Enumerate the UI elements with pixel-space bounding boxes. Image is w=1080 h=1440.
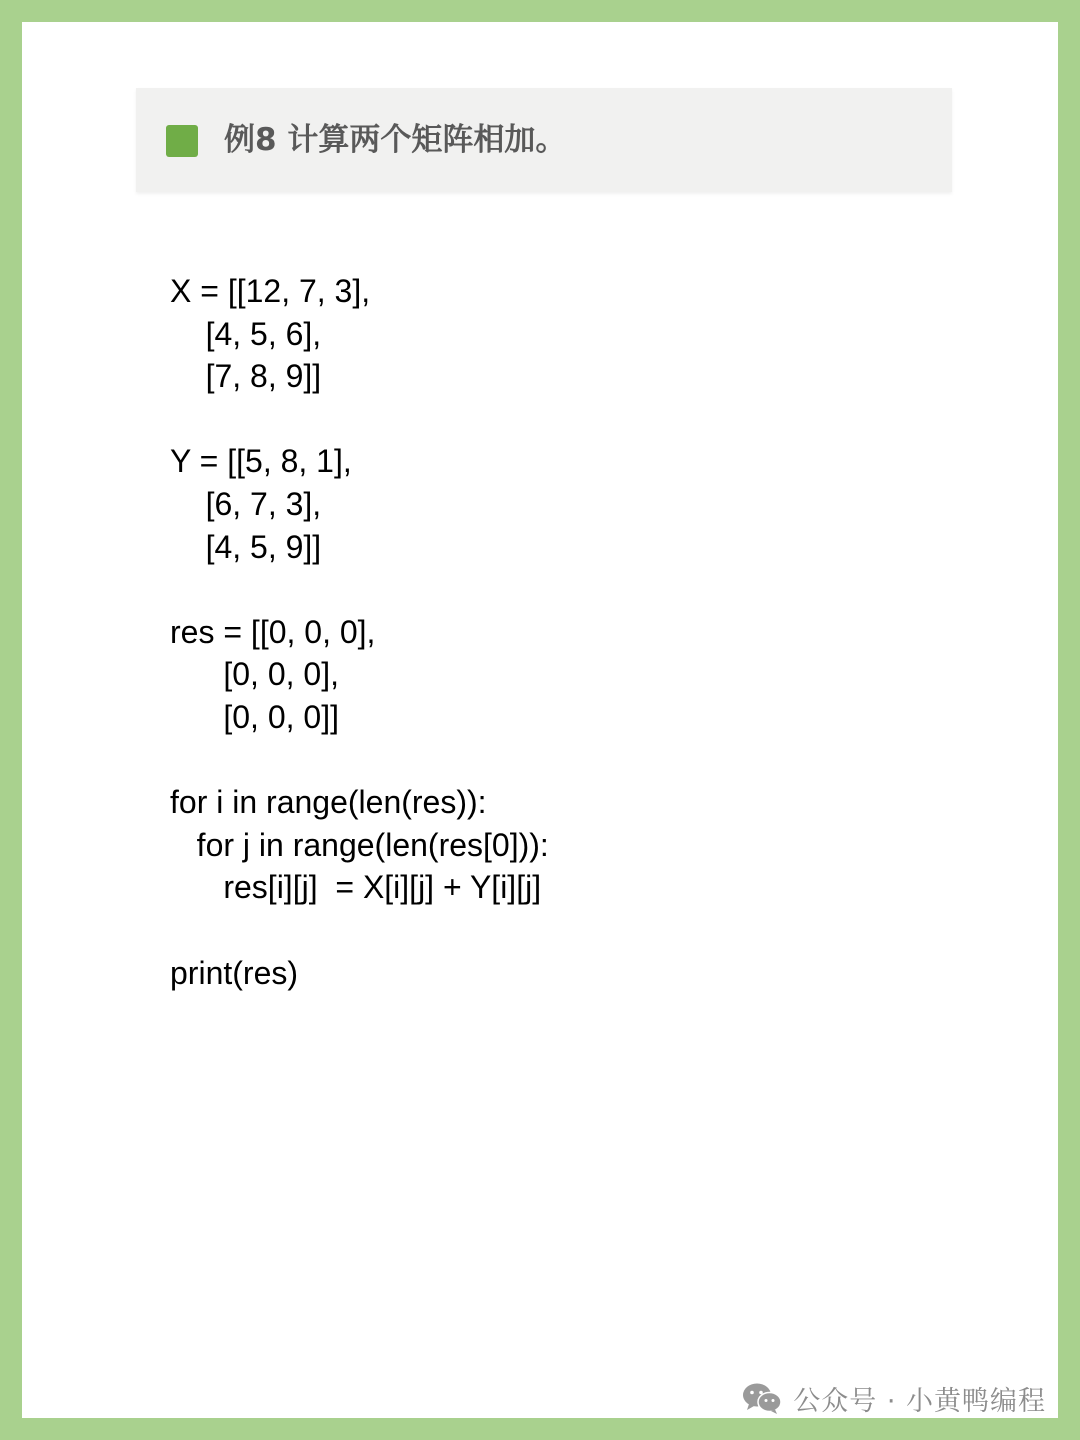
code-line: [4, 5, 6], — [170, 315, 322, 352]
code-line: [6, 7, 3], — [170, 485, 322, 522]
example-title: 例8 计算两个矩阵相加。 — [224, 122, 567, 158]
code-line — [170, 739, 930, 782]
code-line: X = [[12, 7, 3], — [170, 273, 371, 309]
code-line: Y = [[5, 8, 1], — [170, 443, 352, 480]
code-line: for i in range(len(res)): — [170, 784, 487, 821]
watermark-text: 公众号 · 小黄鸭编程 — [793, 1385, 1046, 1417]
example-title-bar — [136, 88, 952, 192]
code-line: [0, 0, 0]] — [170, 698, 339, 735]
code-line: [7, 8, 9]] — [170, 358, 322, 395]
code-line — [170, 398, 930, 441]
code-line: [4, 5, 9]] — [170, 528, 322, 565]
code-line: res = [[0, 0, 0], — [170, 613, 376, 650]
code-block — [170, 270, 930, 994]
code-line: for j in range(len(res[0])): — [170, 826, 549, 863]
wechat-icon — [741, 1381, 783, 1415]
code-line: res[i][j] = X[i][j] + Y[i][j] — [170, 869, 542, 906]
code-line: [0, 0, 0], — [170, 656, 339, 693]
green-square-icon — [166, 125, 198, 157]
watermark — [741, 1378, 1046, 1418]
code-line — [170, 568, 930, 611]
document-page — [22, 22, 1058, 1418]
code-line: print(res) — [170, 954, 299, 991]
code-line — [170, 909, 930, 952]
